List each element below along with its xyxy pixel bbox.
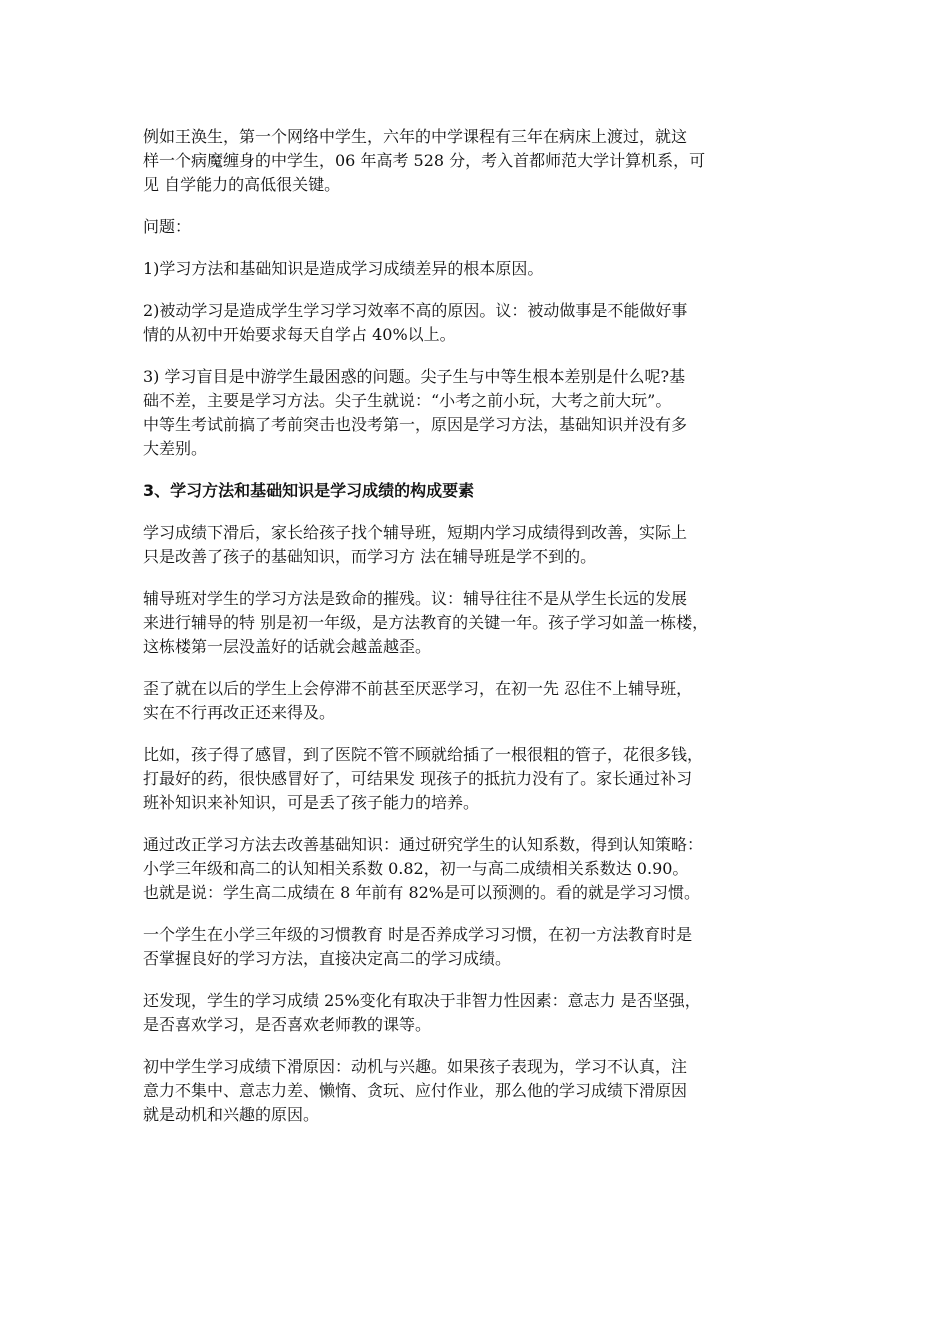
text-line: 就是动机和兴趣的原因。: [143, 1105, 320, 1124]
text-line: 础不差，主要是学习方法。尖子生就说：“小考之前小玩，大考之前大玩”。: [143, 391, 672, 410]
text-line: 意力不集中、意志力差、懒惰、贪玩、应付作业，那么他的学习成绩下滑原因: [143, 1081, 688, 1100]
text-line: 歪了就在以后的学生上会停滞不前甚至厌恶学习，在初一先 忍住不上辅导班，: [143, 679, 693, 698]
text-line: 1)学习方法和基础知识是造成学习成绩差异的根本原因。: [143, 259, 544, 278]
text-line: 情的从初中开始要求每天自学占 40%以上。: [143, 325, 456, 344]
paragraph-crooked: [143, 677, 815, 725]
text-line: 这栋楼第一层没盖好的话就会越盖越歪。: [143, 637, 432, 656]
paragraph-questions-label: [143, 215, 815, 239]
text-line: 一个学生在小学三年级的习惯教育 时是否养成学习习惯，在初一方法教育时是: [143, 925, 693, 944]
text-line: 通过改正学习方法去改善基础知识：通过研究学生的认知系数，得到认知策略：: [143, 835, 704, 854]
text-line: 学习成绩下滑后，家长给孩子找个辅导班，短期内学习成绩得到改善，实际上: [143, 523, 688, 542]
text-line: 实在不行再改正还来得及。: [143, 703, 336, 722]
text-line: 也就是说：学生高二成绩在 8 年前有 82%是可以预测的。看的就是学习习惯。: [143, 883, 701, 902]
text-line: 比如，孩子得了感冒，到了医院不管不顾就给插了一根很粗的管子，花很多钱，: [143, 745, 704, 764]
paragraph-cognitive-research: [143, 833, 815, 905]
text-line: 班补知识来补知识，可是丢了孩子能力的培养。: [143, 793, 480, 812]
paragraph-question-2: [143, 299, 815, 347]
text-line: 否掌握良好的学习方法，直接决定高二的学习成绩。: [143, 949, 512, 968]
text-line: 中等生考试前搞了考前突击也没考第一，原因是学习方法，基础知识并没有多: [143, 415, 688, 434]
text-line: 是否喜欢学习，是否喜欢老师教的课等。: [143, 1015, 432, 1034]
text-line: 只是改善了孩子的基础知识，而学习方 法在辅导班是学不到的。: [143, 547, 597, 566]
text-line: 问题：: [143, 217, 192, 236]
text-line: 见 自学能力的高低很关键。: [143, 175, 341, 194]
section-heading: 3、学习方法和基础知识是学习成绩的构成要素: [143, 481, 475, 500]
paragraph-non-intellectual: [143, 989, 815, 1037]
paragraph-question-1: [143, 257, 815, 281]
text-line: 小学三年级和高二的认知相关系数 0.82，初一与高二成绩相关系数达 0.90。: [143, 859, 689, 878]
text-line: 初中学生学习成绩下滑原因：动机与兴趣。如果孩子表现为，学习不认真，注: [143, 1057, 688, 1076]
document-page: [143, 125, 815, 1145]
text-line: 大差别。: [143, 439, 208, 458]
paragraph-cold-analogy: [143, 743, 815, 815]
paragraph-wang-example: [143, 125, 815, 197]
paragraph-motivation: [143, 1055, 815, 1127]
text-line: 来进行辅导的特 别是初一年级，是方法教育的关键一年。孩子学习如盖一栋楼，: [143, 613, 709, 632]
paragraph-question-3: [143, 365, 815, 461]
paragraph-tutoring-harm: [143, 587, 815, 659]
text-line: 2)被动学习是造成学生学习学习效率不高的原因。议：被动做事是不能做好事: [143, 301, 688, 320]
text-line: 例如王涣生，第一个网络中学生，六年的中学课程有三年在病床上渡过，就这: [143, 127, 688, 146]
text-line: 还发现，学生的学习成绩 25%变化有取决于非智力性因素：意志力 是否坚强，: [143, 991, 701, 1010]
paragraph-tutoring: [143, 521, 815, 569]
text-line: 样一个病魔缠身的中学生，06 年高考 528 分，考入首都师范大学计算机系，可: [143, 151, 706, 170]
text-line: 打最好的药，很快感冒好了，可结果发 现孩子的抵抗力没有了。家长通过补习: [143, 769, 693, 788]
text-line: 3) 学习盲目是中游学生最困惑的问题。尖子生与中等生根本差别是什么呢?基: [143, 367, 686, 386]
paragraph-habits: [143, 923, 815, 971]
text-line: 辅导班对学生的学习方法是致命的摧残。议：辅导往往不是从学生长远的发展: [143, 589, 688, 608]
